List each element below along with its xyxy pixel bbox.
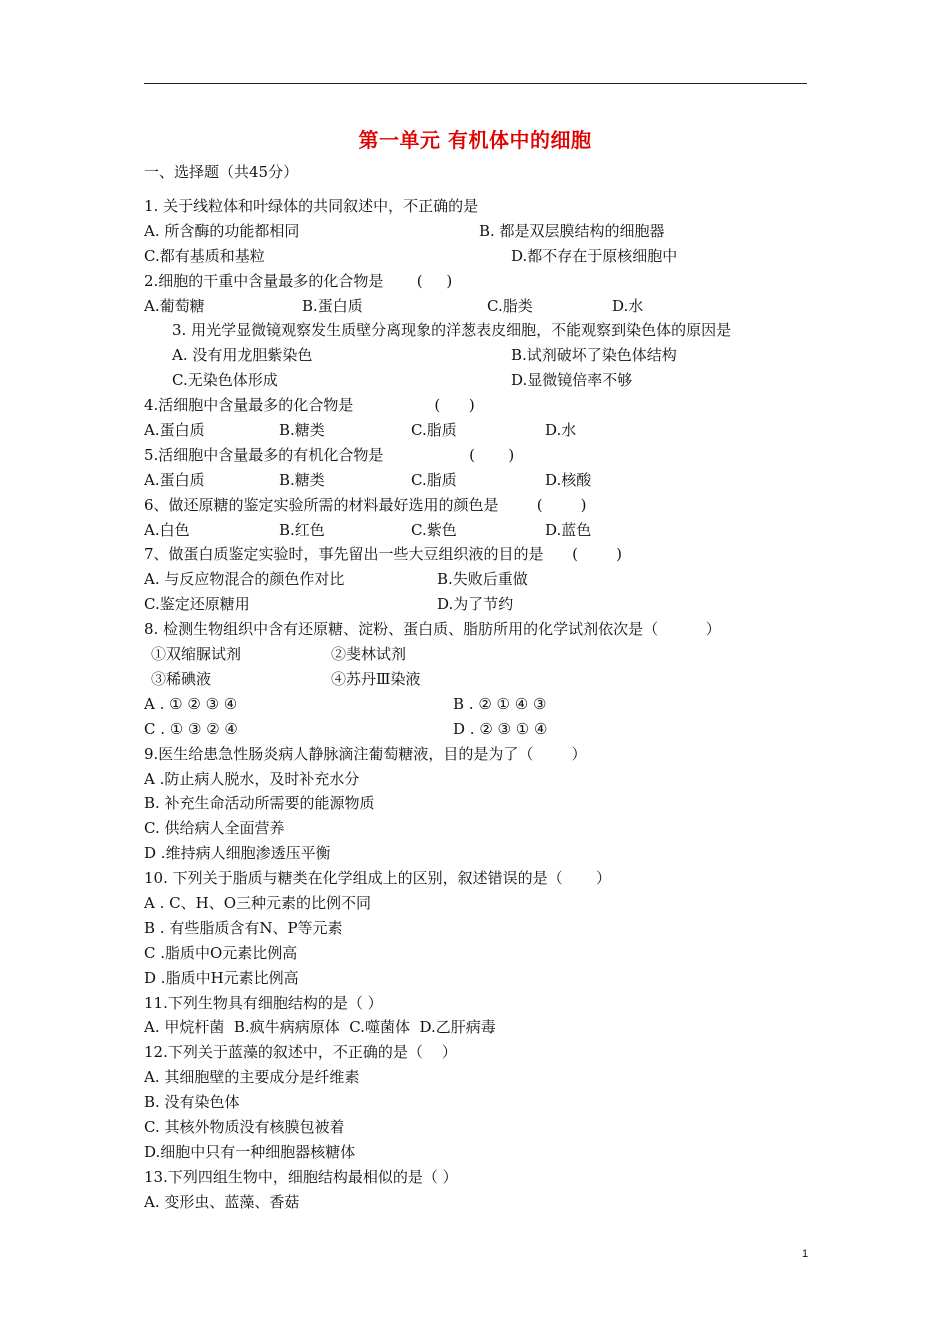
question-6-stem: 6、做还原糖的鉴定实验所需的材料最好选用的颜色是 ( ) xyxy=(144,496,587,514)
question-3-option-a: A. 没有用龙胆紫染色 xyxy=(172,346,313,364)
question-8-option-d: D . ② ③ ① ④ xyxy=(453,720,548,738)
question-5-option-c: C.脂质 xyxy=(411,471,457,489)
page-title: 第一单元 有机体中的细胞 xyxy=(358,128,592,152)
question-12-option-d: D.细胞中只有一种细胞器核糖体 xyxy=(144,1143,356,1161)
question-8-reagent-3: ③稀碘液 xyxy=(151,670,212,688)
question-11-options: A. 甲烷杆菌 B.疯牛病病原体 C.噬菌体 D.乙肝病毒 xyxy=(144,1018,496,1036)
question-5-option-d: D.核酸 xyxy=(545,471,592,489)
question-12-option-a: A. 其细胞壁的主要成分是纤维素 xyxy=(144,1068,360,1086)
question-3-stem: 3. 用光学显微镜观察发生质壁分离现象的洋葱表皮细胞，不能观察到染色体的原因是 xyxy=(172,321,732,339)
question-6-option-c: C.紫色 xyxy=(411,521,457,539)
header-rule xyxy=(144,83,807,84)
question-8-option-a: A . ① ② ③ ④ xyxy=(144,695,238,713)
question-2-option-a: A.葡萄糖 xyxy=(144,297,205,315)
question-10-stem: 10. 下列关于脂质与糖类在化学组成上的区别，叙述错误的是（ ） xyxy=(144,869,612,887)
question-13-stem: 13.下列四组生物中，细胞结构最相似的是（ ） xyxy=(144,1168,458,1186)
question-3-option-b: B.试剂破坏了染色体结构 xyxy=(511,346,677,364)
question-13-option-a: A. 变形虫、蓝藻、香菇 xyxy=(144,1193,300,1211)
question-12-option-b: B. 没有染色体 xyxy=(144,1093,240,1111)
question-10-option-a: A . C、H、O三种元素的比例不同 xyxy=(144,894,371,912)
question-7-option-d: D.为了节约 xyxy=(437,595,514,613)
question-6-option-d: D.蓝色 xyxy=(545,521,592,539)
question-9-option-a: A .防止病人脱水，及时补充水分 xyxy=(144,770,360,788)
question-1-option-a: A. 所含酶的功能都相同 xyxy=(144,222,300,240)
question-8-stem: 8. 检测生物组织中含有还原糖、淀粉、蛋白质、脂肪所用的化学试剂依次是（ ） xyxy=(144,620,721,638)
question-1-option-b: B. 都是双层膜结构的细胞器 xyxy=(479,222,665,240)
question-5-option-b: B.糖类 xyxy=(279,471,325,489)
question-2-stem: 2.细胞的干重中含量最多的化合物是 ( ) xyxy=(144,272,453,290)
question-9-stem: 9.医生给患急性肠炎病人静脉滴注葡萄糖液，目的是为了（ ） xyxy=(144,745,587,763)
question-3-option-c: C.无染色体形成 xyxy=(172,371,278,389)
question-10-option-d: D .脂质中H元素比例高 xyxy=(144,969,299,987)
page-number: 1 xyxy=(802,1248,809,1260)
question-4-option-c: C.脂质 xyxy=(411,421,457,439)
question-12-stem: 12.下列关于蓝藻的叙述中，不正确的是（ ） xyxy=(144,1043,457,1061)
question-8-option-b: B . ② ① ④ ③ xyxy=(453,695,547,713)
question-4-option-b: B.糖类 xyxy=(279,421,325,439)
question-12-option-c: C. 其核外物质没有核膜包被着 xyxy=(144,1118,345,1136)
question-2-option-d: D.水 xyxy=(612,297,644,315)
question-4-option-a: A.蛋白质 xyxy=(144,421,205,439)
question-2-option-b: B.蛋白质 xyxy=(302,297,363,315)
question-10-option-b: B . 有些脂质含有N、P等元素 xyxy=(144,919,343,937)
question-9-option-d: D .维持病人细胞渗透压平衡 xyxy=(144,844,331,862)
question-1-option-d: D.都不存在于原核细胞中 xyxy=(511,247,678,265)
question-8-reagent-1: ①双缩脲试剂 xyxy=(151,645,242,663)
question-4-stem: 4.活细胞中含量最多的化合物是 ( ) xyxy=(144,396,475,414)
question-9-option-c: C. 供给病人全面营养 xyxy=(144,819,285,837)
question-7-stem: 7、做蛋白质鉴定实验时，事先留出一些大豆组织液的目的是 ( ) xyxy=(144,545,623,563)
question-2-option-c: C.脂类 xyxy=(487,297,533,315)
question-5-option-a: A.蛋白质 xyxy=(144,471,205,489)
question-9-option-b: B. 补充生命活动所需要的能源物质 xyxy=(144,794,375,812)
question-6-option-a: A.白色 xyxy=(144,521,190,539)
question-11-stem: 11.下列生物具有细胞结构的是（ ） xyxy=(144,994,383,1012)
question-7-option-a: A. 与反应物混合的颜色作对比 xyxy=(144,570,345,588)
question-8-reagent-4: ④苏丹Ⅲ染液 xyxy=(331,670,421,688)
question-7-option-b: B.失败后重做 xyxy=(437,570,528,588)
question-1-option-c: C.都有基质和基粒 xyxy=(144,247,265,265)
question-5-stem: 5.活细胞中含量最多的有机化合物是 ( ) xyxy=(144,446,515,464)
question-8-option-c: C . ① ③ ② ④ xyxy=(144,720,238,738)
question-1-stem: 1. 关于线粒体和叶绿体的共同叙述中，不正确的是 xyxy=(144,197,479,215)
question-6-option-b: B.红色 xyxy=(279,521,325,539)
section-heading: 一、选择题（共45分） xyxy=(144,163,299,181)
question-3-option-d: D.显微镜倍率不够 xyxy=(511,371,633,389)
question-4-option-d: D.水 xyxy=(545,421,577,439)
question-10-option-c: C .脂质中O元素比例高 xyxy=(144,944,298,962)
question-8-reagent-2: ②斐林试剂 xyxy=(331,645,407,663)
question-7-option-c: C.鉴定还原糖用 xyxy=(144,595,250,613)
